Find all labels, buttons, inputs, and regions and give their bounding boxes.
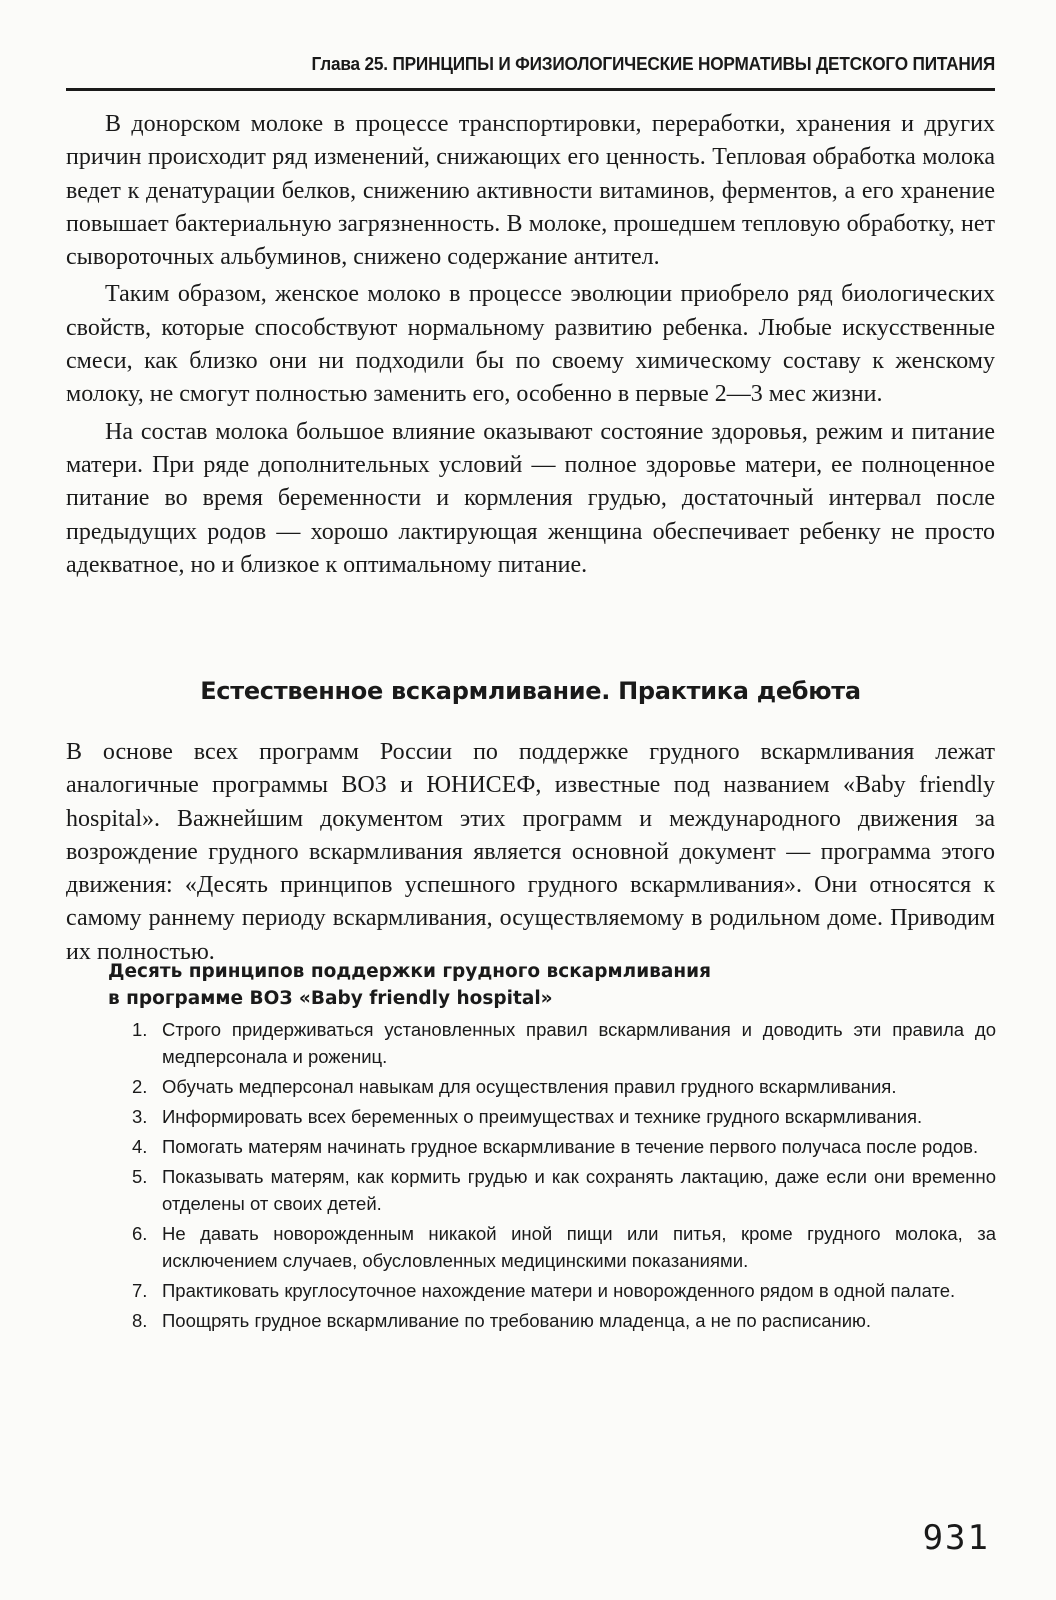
list-item (128, 1163, 996, 1217)
list-item (128, 1016, 996, 1070)
section-text-block (66, 736, 995, 973)
list-item-number: 8. (132, 1310, 148, 1331)
paragraph-donor-milk: В донорском молоке в процессе транспортировки, переработки, хранения и других причин происходит ряд изменений, снижающих его ценность. Тепловая обработка молока ведет к денатурации белков, снижению активности витаминов, ферментов, а его хранение повышает бактериальную загрязненность. В молоке, прошедшем тепловую обработку, нет сывороточных альбуминов, снижено содержание антител. (66, 111, 995, 271)
list-item-number: 6. (132, 1223, 148, 1244)
list-item (128, 1307, 996, 1334)
principles-title-line-1: Десять принципов поддержки грудного вскармливания (108, 961, 711, 982)
list-item-number: 7. (132, 1280, 148, 1301)
list-item-text: Помогать матерям начинать грудное вскармливание в течение первого получаса после родов. (162, 1136, 979, 1157)
section-heading: Естественное вскармливание. Практика дебюта (200, 677, 861, 705)
list-item (128, 1073, 996, 1100)
paragraph-mother-health: На состав молока большое влияние оказывают состояние здоровья, режим и питание матери. При ряде дополнительных условий — полное здоровье матери, ее полноценное питание во время беременности и кормления грудью, достаточный интервал после предыдущих родов — хорошо лактирующая женщина обеспечивает ребенку не просто адекватное, но и близкое к оптимальному питание. (66, 418, 995, 578)
list-item-text: Показывать матерям, как кормить грудью и как сохранять лактацию, даже если они временно отделены от своих детей. (162, 1166, 996, 1214)
list-item (128, 1133, 996, 1160)
list-item (128, 1103, 996, 1130)
intro-text-block (66, 108, 995, 586)
list-item-number: 5. (132, 1166, 148, 1187)
principles-title (108, 958, 988, 1012)
paragraph-programs: В основе всех программ России по поддержке грудного вскармливания лежат аналогичные программы ВОЗ и ЮНИСЕФ, известные под названием «Baby friendly hospital». Важнейшим документом этих программ и международного движения за возрождение грудного вскармливания является основной документ — программа этого движения: «Десять принципов успешного грудного вскармливания». Они относятся к самому раннему периоду вскармливания, осуществляемому в родильном доме. Приводим их полностью. (66, 739, 995, 965)
list-item-text: Обучать медперсонал навыкам для осуществления правил грудного вскармливания. (162, 1076, 897, 1097)
principles-title-line-2: в программе ВОЗ «Baby friendly hospital» (108, 988, 553, 1009)
list-item-text: Практиковать круглосуточное нахождение матери и новорожденного рядом в одной палате. (162, 1280, 956, 1301)
list-item-number: 1. (132, 1019, 148, 1040)
list-item (128, 1220, 996, 1274)
list-item-number: 3. (132, 1106, 148, 1127)
header-rule (66, 88, 995, 91)
paragraph-evolution: Таким образом, женское молоко в процессе эволюции приобрело ряд биологических свойств, которые способствуют нормальному развитию ребенка. Любые искусственные смеси, как близко они ни подходили бы по своему химическому составу к женскому молоку, не смогут полностью заменить его, особенно в первые 2—3 мес жизни. (66, 281, 995, 408)
list-item-number: 2. (132, 1076, 148, 1097)
list-item-text: Поощрять грудное вскармливание по требованию младенца, а не по расписанию. (162, 1310, 872, 1331)
list-item (128, 1277, 996, 1304)
list-item-text: Информировать всех беременных о преимуществах и технике грудного вскармливания. (162, 1106, 923, 1127)
list-item-text: Не давать новорожденным никакой иной пищи или питья, кроме грудного молока, за исключением случаев, обусловленных медицинскими показаниями. (162, 1223, 996, 1271)
running-header: Глава 25. ПРИНЦИПЫ И ФИЗИОЛОГИЧЕСКИЕ НОРМАТИВЫ ДЕТСКОГО ПИТАНИЯ (311, 53, 995, 74)
list-item-number: 4. (132, 1136, 148, 1157)
list-item-text: Строго придерживаться установленных правил вскармливания и доводить эти правила до медперсонала и рожениц. (162, 1019, 996, 1067)
principles-list (128, 1016, 996, 1337)
page-number: 931 (922, 1518, 990, 1558)
